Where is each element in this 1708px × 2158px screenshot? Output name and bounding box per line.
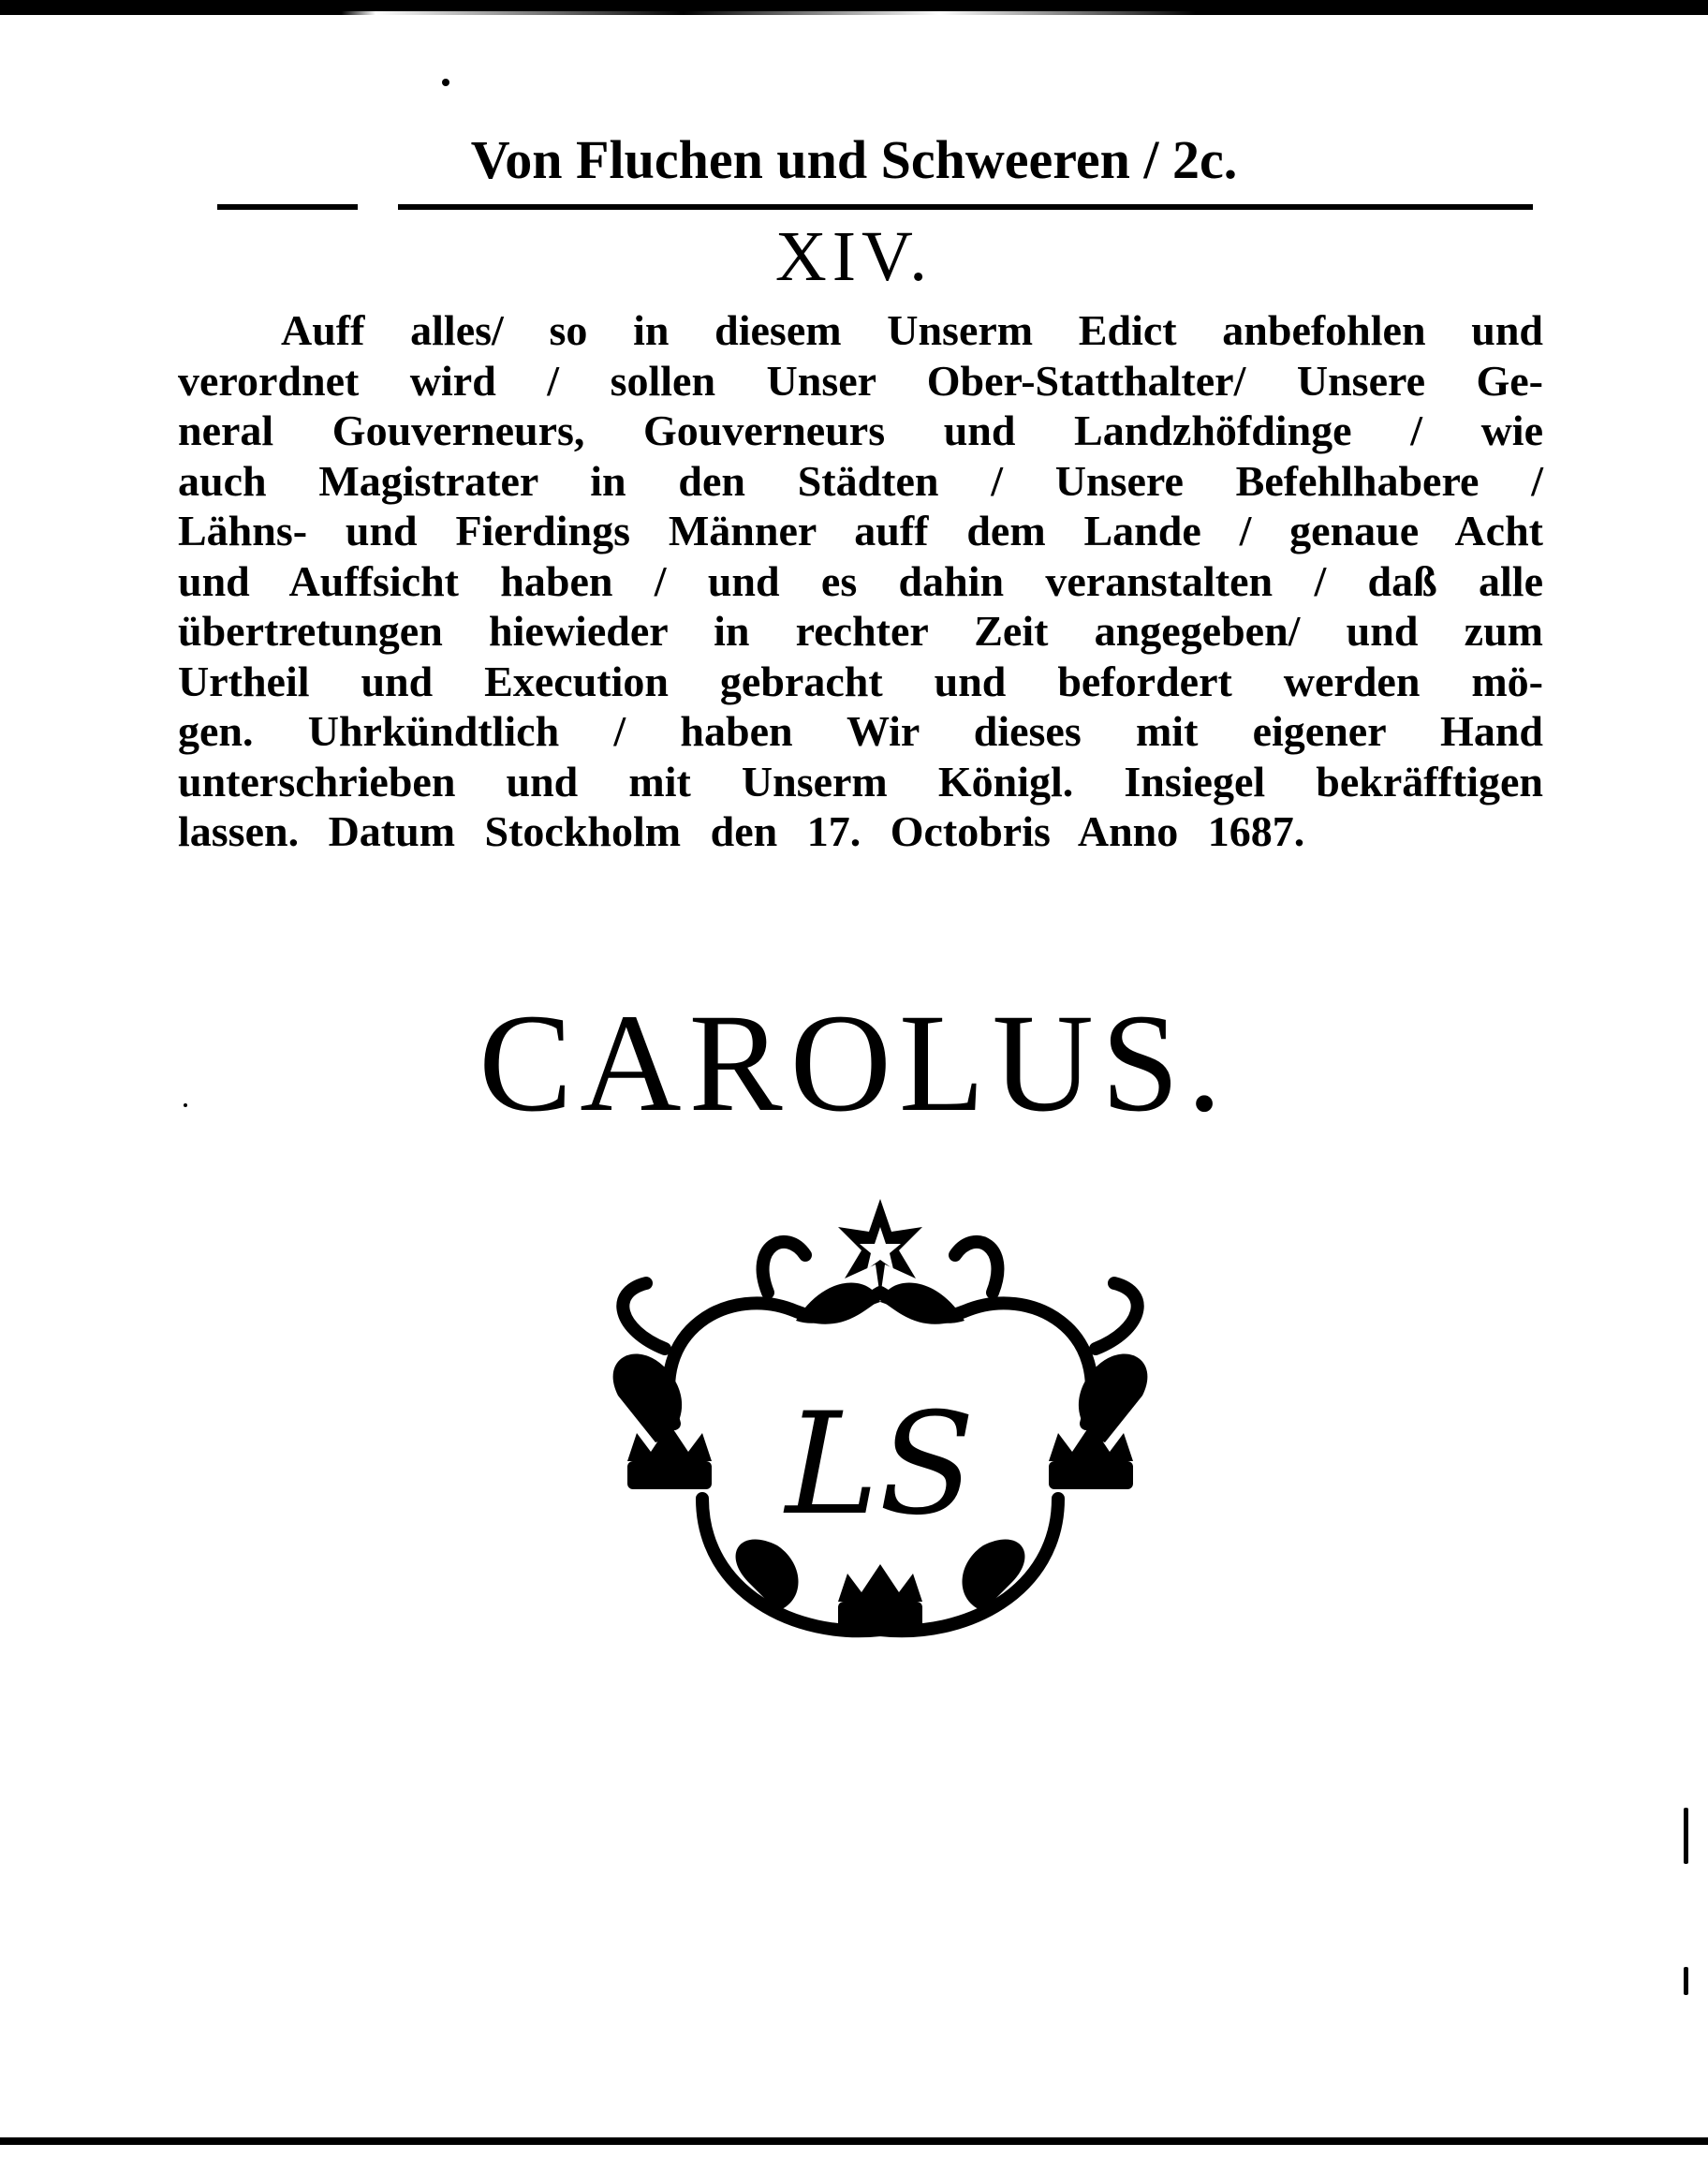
text-line: Lähns- und Fierdings Männer auff dem Lande / genaue Acht	[178, 507, 1543, 554]
scan-border-top-edge	[0, 11, 1708, 15]
star-icon	[838, 1199, 922, 1297]
monogram-ls: LS	[785, 1383, 976, 1546]
running-head: Von Fluchen und Schweeren / 2c.	[470, 129, 1238, 190]
text-line: verordnet wird / sollen Unser Ober-Statthalter/ Unsere Ge-	[178, 356, 1543, 405]
text-line: unterschrieben und mit Unserm Königl. Insiegel bekräfftigen	[178, 757, 1543, 806]
text-line: neral Gouverneurs, Gouverneurs und Landzhöfdinge / wie	[178, 406, 1543, 454]
section-number: XIV.	[774, 217, 934, 296]
header-rule-left	[217, 204, 358, 210]
text-line: und Auffsicht haben / und es dahin veranstalten / daß alle	[178, 556, 1543, 605]
header-rule-right	[398, 204, 1533, 210]
text-line: auch Magistrater in den Städten / Unsere Befehlhabere /	[178, 456, 1543, 505]
royal-signature: CAROLUS.	[479, 985, 1229, 1141]
scan-border-top	[0, 0, 1708, 11]
edict-paragraph	[178, 305, 1543, 857]
scan-edge-mark	[1684, 1967, 1688, 1995]
ink-speck	[184, 1103, 187, 1107]
text-line: gen. Uhrkündtlich / haben Wir dieses mit eigener Hand	[178, 707, 1543, 755]
text-line: lassen. Datum Stockholm den 17. Octobris Anno 1687.	[178, 807, 1305, 855]
scan-edge-mark	[1684, 1808, 1688, 1864]
scan-border-bottom	[0, 2137, 1708, 2145]
text-line: Auff alles/ so in diesem Unserm Edict anbefohlen und	[281, 306, 1543, 354]
text-line: übertretungen hiewieder in rechter Zeit angegeben/ und zum	[178, 607, 1543, 655]
ink-speck	[442, 79, 449, 86]
text-line: Urtheil und Execution gebracht und befordert werden mö-	[178, 657, 1543, 705]
royal-monogram-ornament	[562, 1190, 1199, 1695]
